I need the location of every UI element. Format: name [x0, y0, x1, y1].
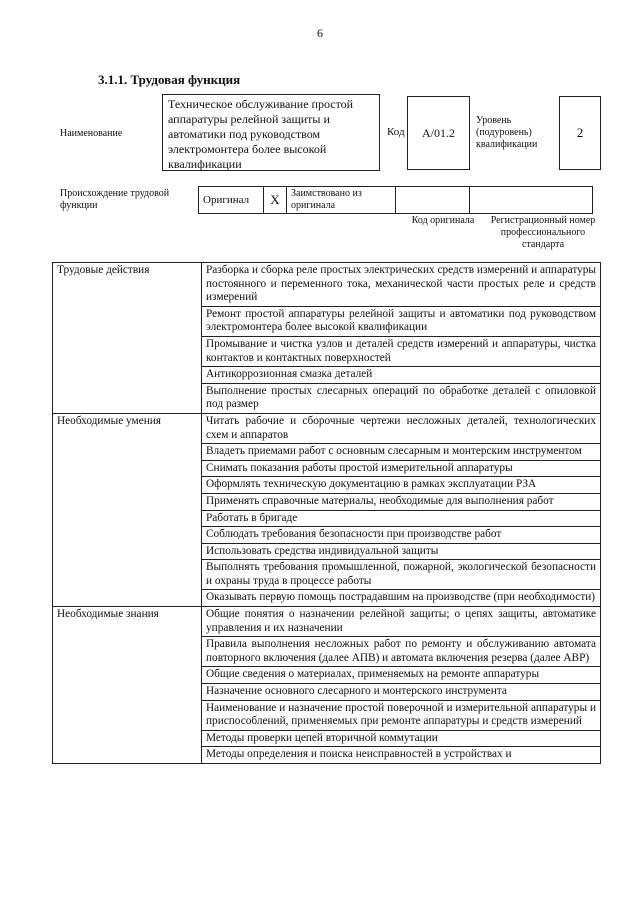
original-label: Оригинал: [203, 194, 250, 206]
level-value: 2: [576, 125, 584, 140]
function-name-box: [162, 94, 380, 171]
section-item: Выполнять требования промышленной, пожарной, экологической безопасности и охраны труда в процессе работы: [202, 560, 601, 590]
section-item: Антикоррозионная смазка деталей: [202, 367, 601, 384]
origin-reg-cell: [470, 187, 593, 214]
section-item: Правила выполнения несложных работ по ремонту и обслуживанию автомата повторного включения (далее АПВ) и автомата включения резерва (далее АВР): [202, 637, 601, 667]
table-row: [53, 263, 601, 307]
original-mark: X: [270, 192, 280, 207]
borrowed-label: Заимствовано из оригинала: [291, 188, 362, 211]
section-item: Читать рабочие и сборочные чертежи несложных деталей, технологических схем и аппаратов: [202, 413, 601, 443]
section-title: Трудовые действия: [53, 263, 202, 414]
section-item: Ремонт простой аппаратуры релейной защиты и автоматики под руководством электромонтера более высокой квалификации: [202, 306, 601, 336]
section-item: Оказывать первую помощь пострадавшим на производстве (при необходимости): [202, 590, 601, 607]
code-label: Код: [387, 126, 405, 138]
section-title: Необходимые знания: [53, 607, 202, 764]
section-item: Выполнение простых слесарных операций по обработке деталей с опиловкой под размер: [202, 383, 601, 413]
section-item: Общие понятия о назначении релейной защиты; о цепях защиты, автоматике управления и их назначении: [202, 607, 601, 637]
code-box: [407, 96, 470, 170]
section-item: Применять справочные материалы, необходимые для выполнения работ: [202, 493, 601, 510]
section-item: Оформлять техническую документацию в рамках эксплуатации РЗА: [202, 477, 601, 494]
table-row: [53, 607, 601, 637]
section-item: Общие сведения о материалах, применяемых на ремонте аппаратуры: [202, 667, 601, 684]
origin-code-caption: Код оригинала: [411, 215, 475, 226]
section-item: Методы проверки цепей вторичной коммутации: [202, 730, 601, 747]
borrowed-label-cell: [287, 187, 396, 214]
section-heading: 3.1.1. Трудовая функция: [98, 72, 241, 87]
section-item: Владеть приемами работ с основным слесарным и монтерским инструментом: [202, 444, 601, 461]
origin-table: [198, 186, 593, 214]
origin-reg-caption: Регистрационный номер профессионального стандарта: [490, 215, 596, 250]
origin-code-cell: [396, 187, 470, 214]
original-label-cell: [199, 187, 264, 214]
section-item: Использовать средства индивидуальной защиты: [202, 543, 601, 560]
function-name-value: Техническое обслуживание простой аппаратуры релейной защиты и автоматики под руководством электромонтера более высокой квалификации: [168, 97, 354, 171]
section-item: Соблюдать требования безопасности при производстве работ: [202, 527, 601, 544]
level-label: Уровень (подуровень) квалификации: [476, 115, 538, 150]
section-item: Наименование и назначение простой поверочной и измерительной аппаратуры и приспособлений, применяемых при ремонте аппаратуры и средств измерений: [202, 700, 601, 730]
section-title: Необходимые умения: [53, 413, 202, 606]
section-item: Назначение основного слесарного и монтерского инструмента: [202, 684, 601, 701]
section-item: Разборка и сборка реле простых электрических средств измерений и аппаратуры постоянного и переменного тока, механической части простых реле и средств измерений: [202, 263, 601, 307]
origin-label: Происхождение трудовой функции: [60, 188, 170, 211]
labor-function-table: [52, 262, 601, 764]
section-item: Работать в бригаде: [202, 510, 601, 527]
name-label: Наименование: [60, 128, 123, 139]
section-item: Методы определения и поиска неисправностей в устройствах и: [202, 747, 601, 764]
original-mark-cell: [264, 187, 287, 214]
page-number: 6: [317, 26, 323, 40]
section-item: Промывание и чистка узлов и деталей средств измерений и аппаратуры, чистка контактов и контактных поверхностей: [202, 336, 601, 366]
code-value: А/01.2: [422, 125, 455, 140]
section-item: Снимать показания работы простой измерительной аппаратуры: [202, 460, 601, 477]
table-row: [53, 413, 601, 443]
level-box: [559, 96, 601, 170]
